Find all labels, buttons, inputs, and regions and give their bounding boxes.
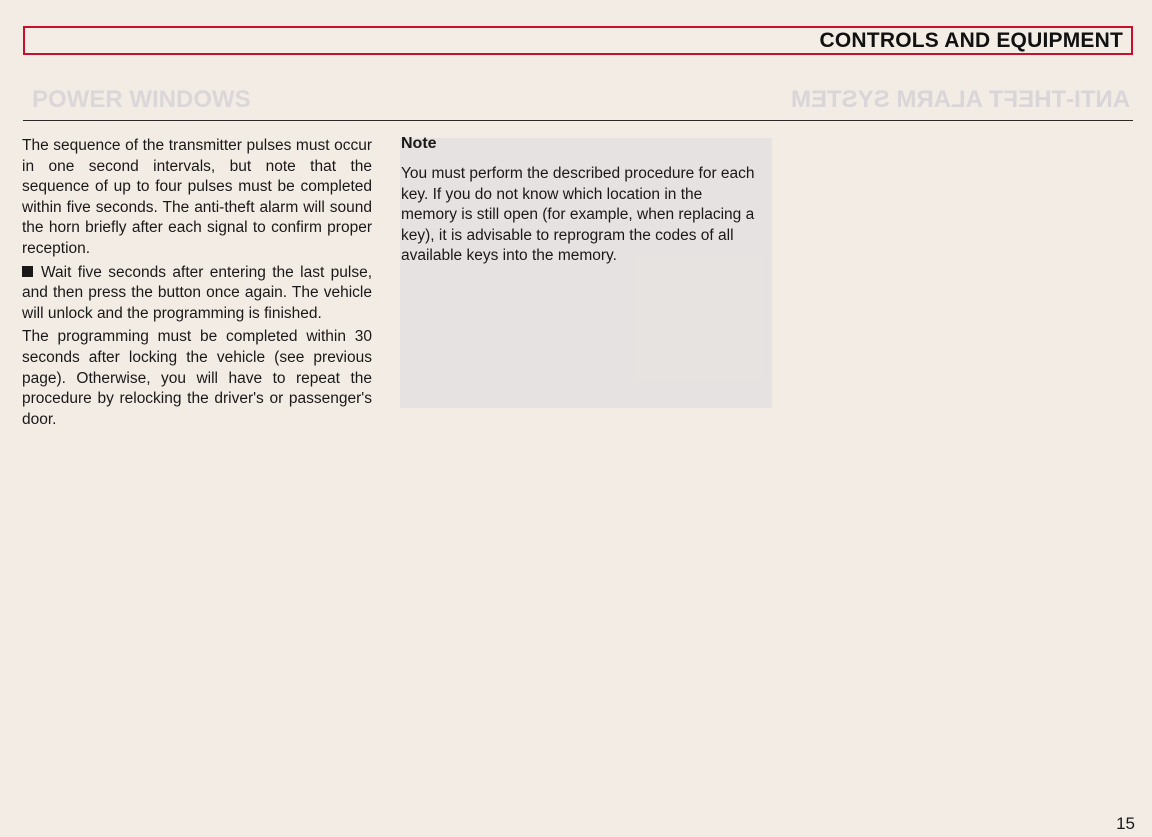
bleed-through-left-heading: POWER WINDOWS	[32, 86, 251, 113]
paragraph-wait-five-seconds	[22, 263, 372, 325]
section-header-bar	[23, 26, 1133, 55]
section-title: CONTROLS AND EQUIPMENT	[819, 29, 1123, 52]
paragraph-programming-timing: The programming must be completed within 30 seconds after locking the vehicle (see previous page). Otherwise, you will have to repeat the procedure by relocking the driver's or passenger's door.	[22, 328, 372, 428]
note-heading: Note	[401, 135, 437, 152]
bleed-through-right-heading: ANTI-THEFT ALARM SYSTEM	[790, 86, 1130, 113]
note-column	[401, 134, 755, 267]
left-text-column	[22, 136, 372, 430]
black-square-bullet-icon	[22, 266, 33, 277]
paragraph-transmitter-pulses: The sequence of the transmitter pulses must occur in one second intervals, but note that the sequence of up to four pulses must be completed within five seconds. The anti-theft alarm will sound the horn briefly after each signal to confirm proper reception.	[22, 137, 372, 257]
note-text: You must perform the described procedure for each key. If you do not know which location in the memory is still open (for example, when replacing a key), it is advisable to reprogram the codes of all available keys into the memory.	[401, 165, 755, 265]
page-number: 15	[1116, 814, 1135, 833]
paragraph-wait-text: Wait five seconds after entering the last pulse, and then press the button once again. The vehicle will unlock and the programming is finished.	[22, 263, 372, 322]
header-divider	[23, 120, 1133, 121]
